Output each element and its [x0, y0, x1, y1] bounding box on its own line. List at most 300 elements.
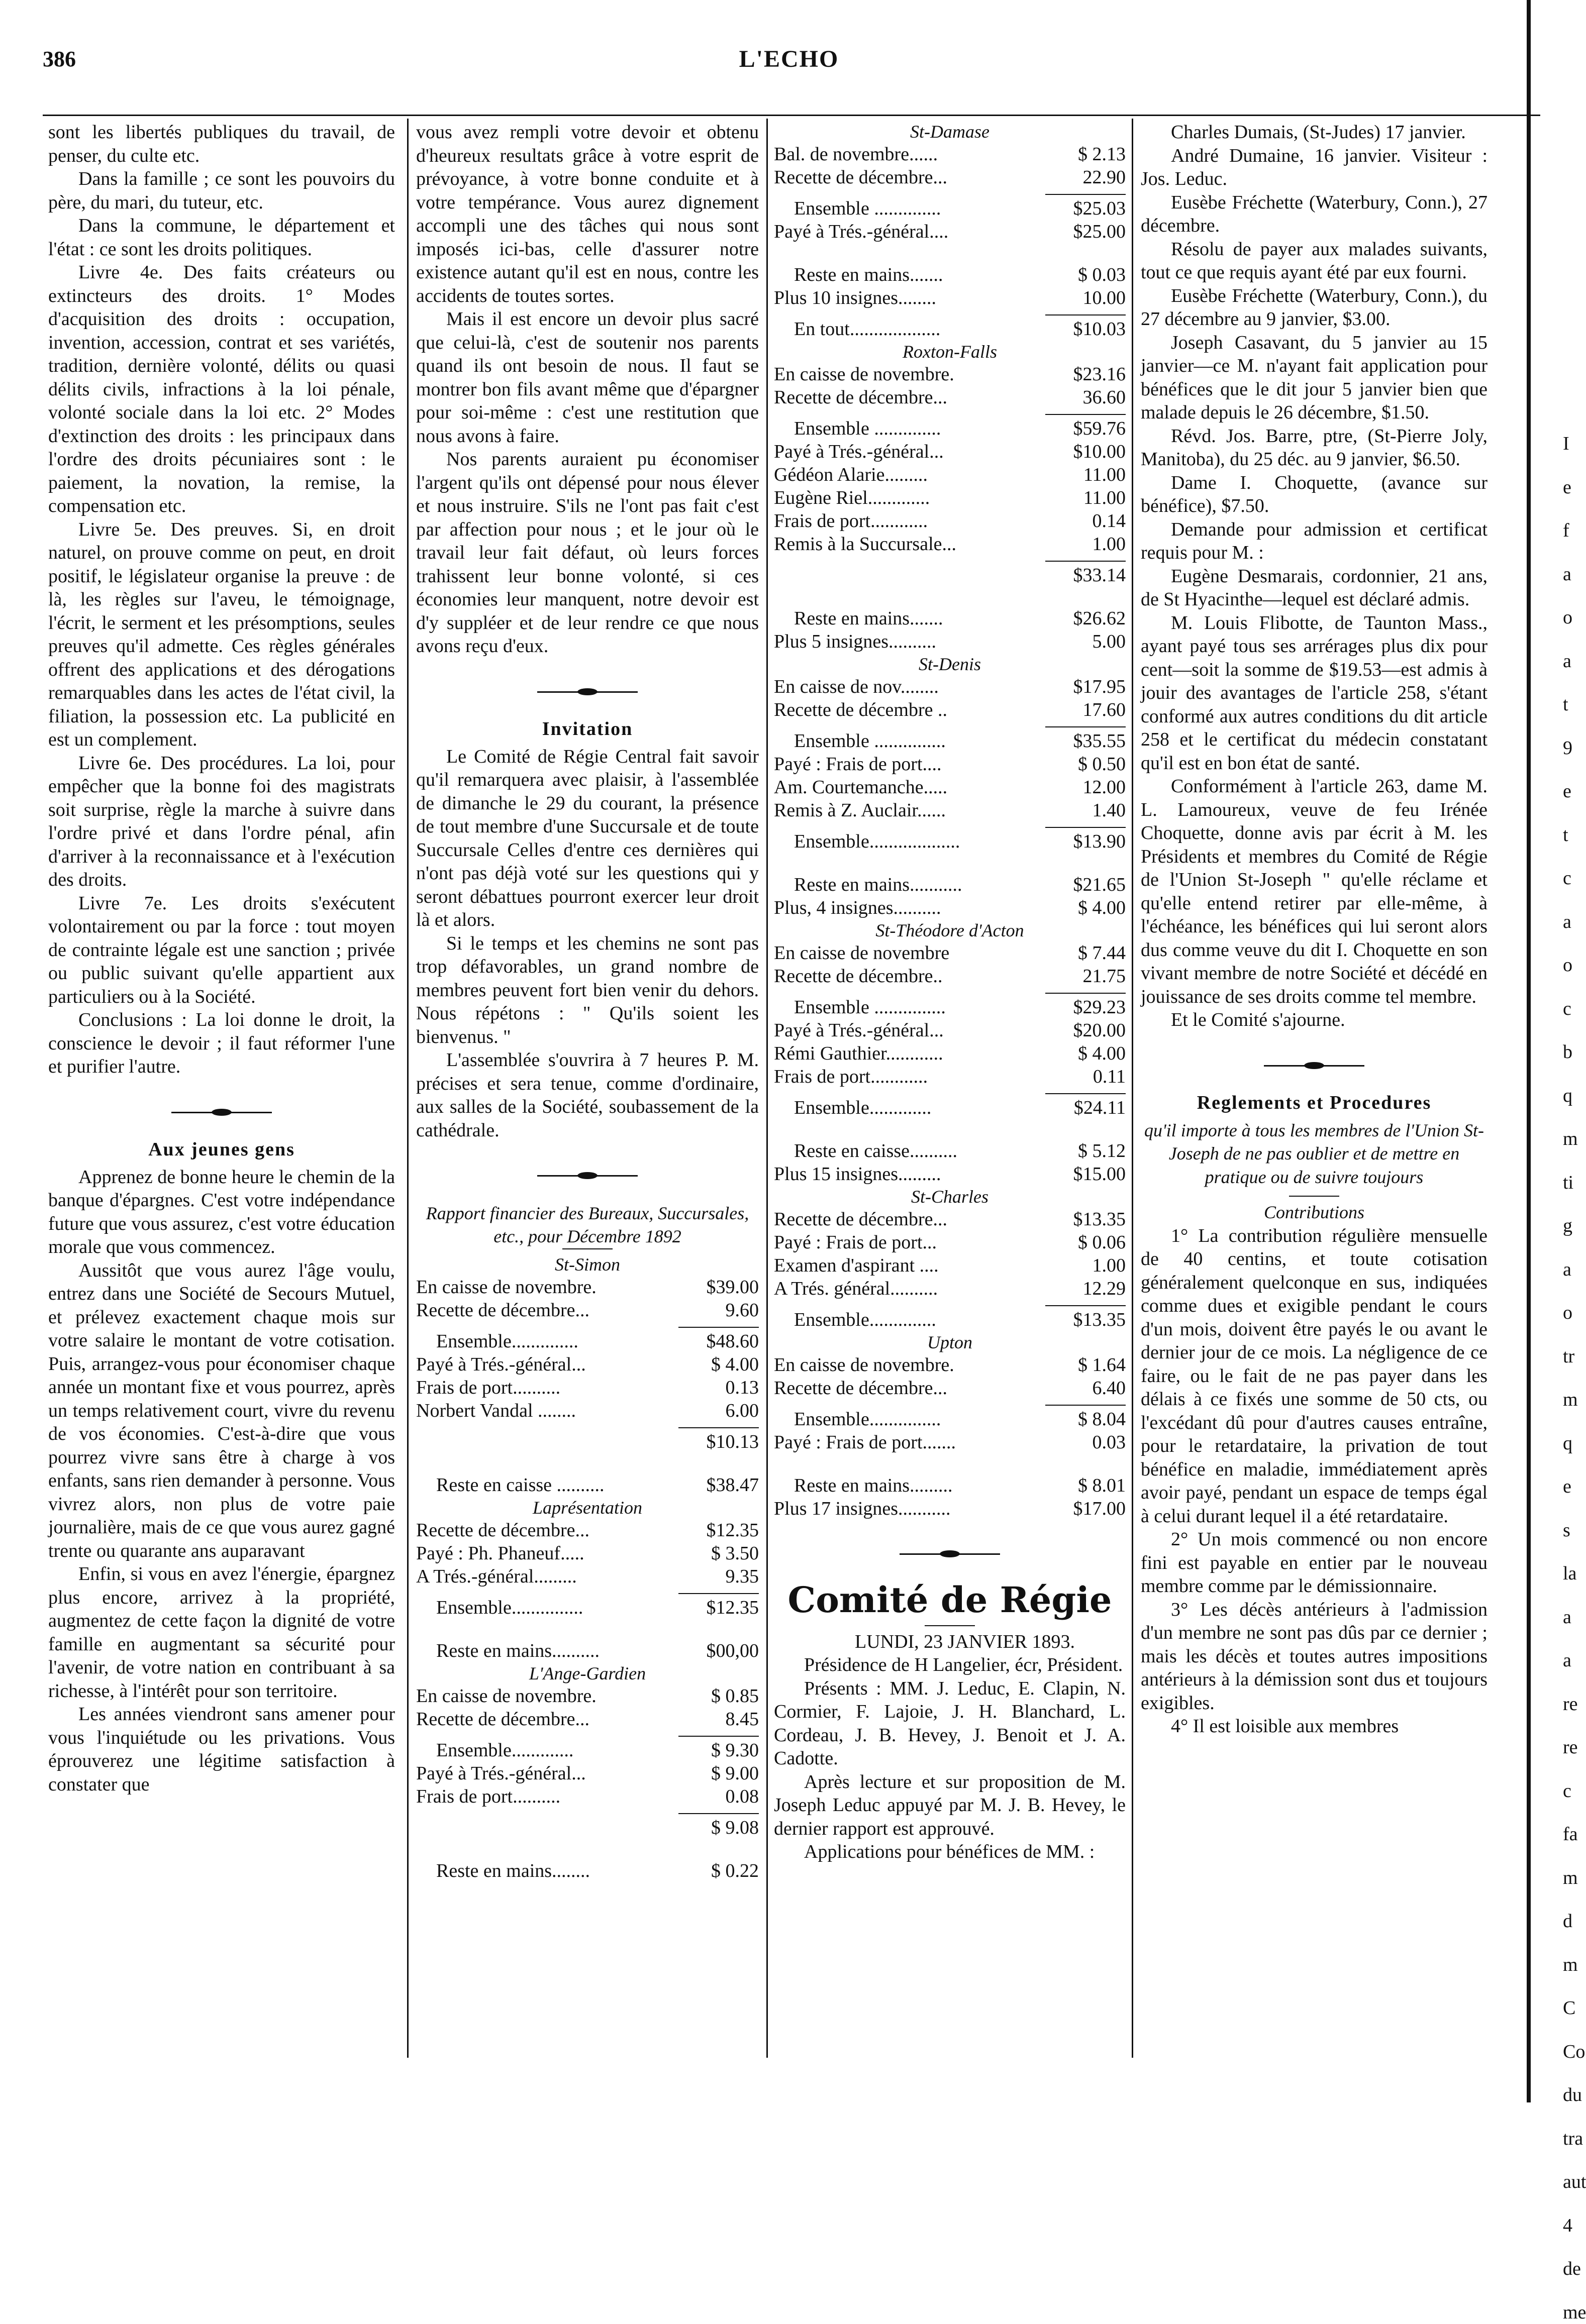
ledger-label: Recette de décembre...	[416, 1299, 673, 1322]
ledger-amount: $ 5.12	[1040, 1139, 1126, 1163]
cropped-text-fragment: t	[1533, 693, 1544, 716]
ledger-row	[774, 1408, 1126, 1431]
ledger-row	[416, 1299, 759, 1322]
ledger-label: Ensemble...............	[774, 1408, 1040, 1431]
cropped-text-fragment: b	[1533, 1040, 1544, 1064]
cropped-text-fragment: tra	[1533, 2127, 1544, 2151]
ledger-label: Reste en mains........	[416, 1859, 673, 1882]
ledger-row	[774, 1019, 1126, 1042]
cropped-text-fragment: a	[1533, 910, 1544, 934]
ledger-amount: $10.13	[673, 1430, 759, 1453]
paragraph: Conclusions : La loi donne le droit, la conscience le devoir ; il faut réformer l'une et purifier l'autre.	[48, 1008, 395, 1079]
ledger-amount: $26.62	[1040, 607, 1126, 630]
ledger-label: Reste en caisse..........	[774, 1139, 1040, 1163]
ledger-row	[774, 753, 1126, 776]
paragraph: Enfin, si vous en avez l'énergie, épargnez plus encore, arrivez à la propriété, augmentez de cette façon la dignité de votre famille en augmentant sa sécurité pour l'avenir, de votre nation en contribuant à sa richesse, à l'intérêt pour son territoire.	[48, 1562, 395, 1703]
ledger-label: Recette de décembre...	[774, 1208, 1040, 1231]
column-2	[416, 121, 759, 2080]
ledger-row	[774, 1065, 1126, 1088]
ledger-row	[774, 1208, 1126, 1231]
ledger-amount: $15.00	[1040, 1163, 1126, 1186]
ledger-amount: 5.00	[1040, 630, 1126, 653]
ledger-row	[774, 799, 1126, 822]
ledger-ange-gardien	[416, 1662, 759, 1882]
ledger-row	[416, 1353, 759, 1376]
column-1	[48, 121, 395, 2080]
ledger-amount: 0.08	[673, 1785, 759, 1808]
total-rule	[678, 1427, 759, 1428]
ledger-label: Reste en mains...........	[774, 873, 1040, 896]
paragraph: Eusèbe Fréchette (Waterbury, Conn.), 27 décembre.	[1141, 191, 1488, 238]
ledger-row	[774, 509, 1126, 533]
paragraph: 4° Il est loisible aux membres	[1141, 1715, 1488, 1738]
column-3	[774, 121, 1126, 2080]
ledger-label: Plus, 4 insignes..........	[774, 896, 1040, 919]
total-rule	[1045, 1405, 1126, 1406]
ledger-label: Plus 15 insignes.........	[774, 1163, 1040, 1186]
ledger-amount: $24.11	[1040, 1096, 1126, 1119]
cropped-text-fragment: la	[1533, 1562, 1544, 1586]
ledger-title: Upton	[774, 1331, 1126, 1353]
ledger-amount: $12.35	[673, 1519, 759, 1542]
cropped-text-fragment: I	[1533, 432, 1544, 456]
rule	[925, 1625, 975, 1626]
paragraph: Si le temps et les chemins ne sont pas trop défavorables, un grand nombre de membres peuvent fort bien venir du dehors. Nous répétons : " Qu'ils soient les bienvenus. "	[416, 932, 759, 1049]
ledger-row	[774, 143, 1126, 166]
ledger-title: St-Damase	[774, 121, 1126, 143]
cropped-text-fragment: de	[1533, 2257, 1544, 2281]
ledger-amount: $35.55	[1040, 729, 1126, 753]
ledger-amount: $ 9.00	[673, 1762, 759, 1785]
ledger-row	[774, 386, 1126, 409]
ledger-label: Examen d'aspirant ....	[774, 1254, 1040, 1277]
cropped-text-fragment: c	[1533, 867, 1544, 890]
paragraph: 2° Un mois commencé ou non encore fini est payable en entier par le nouveau membre comme par le démissionnaire.	[1141, 1528, 1488, 1598]
ledger-row	[774, 564, 1126, 587]
paragraph: Et le Comité s'ajourne.	[1141, 1008, 1488, 1032]
ledger-row	[774, 463, 1126, 486]
cropped-text-fragment: tr	[1533, 1345, 1544, 1368]
paragraph: Après lecture et sur proposition de M. Joseph Leduc appuyé par M. J. B. Hevey, le dernier rapport est approuvé.	[774, 1770, 1126, 1841]
ledger-label: Ensemble ...............	[774, 729, 1040, 753]
cropped-text-fragment: m	[1533, 1127, 1544, 1151]
paragraph: Joseph Casavant, du 5 janvier au 15 janvier—ce M. n'ayant fait application pour bénéfices que le dit jour 5 janvier bien que malade depuis le 26 décembre, $1.50.	[1141, 331, 1488, 425]
ledger-title: Laprésentation	[416, 1497, 759, 1519]
rule	[1289, 1196, 1339, 1197]
paragraph: Demande pour admission et certificat requis pour M. :	[1141, 518, 1488, 565]
ledger-label: Payé : Ph. Phaneuf.....	[416, 1542, 673, 1565]
ledger-amount: $17.00	[1040, 1497, 1126, 1520]
cropped-text-fragment: s	[1533, 1519, 1544, 1542]
paragraph: Eusèbe Fréchette (Waterbury, Conn.), du 27 décembre au 9 janvier, $3.00.	[1141, 284, 1488, 331]
ledger-amount: $ 7.44	[1040, 941, 1126, 965]
paragraph: Présidence de H Langelier, écr, Président.	[774, 1653, 1126, 1677]
ledger-label: Gédéon Alarie.........	[774, 463, 1040, 486]
ledger-label: Payé à Trés.-général...	[416, 1762, 673, 1785]
ledger-title: St-Théodore d'Acton	[774, 919, 1126, 941]
ledger-label: A Trés.-général.........	[416, 1565, 673, 1588]
ledger-row	[774, 1431, 1126, 1454]
ledger-amount: 17.60	[1040, 698, 1126, 721]
cropped-text-fragment: e	[1533, 476, 1544, 499]
ledger-amount: 8.45	[673, 1708, 759, 1731]
ledger-row	[416, 1859, 759, 1882]
ledger-amount: 11.00	[1040, 486, 1126, 509]
cropped-text-fragment: q	[1533, 1084, 1544, 1108]
ledger-label: Payé à Trés.-général...	[416, 1353, 673, 1376]
ledger-amount: 1.00	[1040, 1254, 1126, 1277]
ledger-row	[774, 1139, 1126, 1163]
ledger-st-denis	[774, 653, 1126, 919]
ledger-label: Am. Courtemanche.....	[774, 776, 1040, 799]
ledger-row	[416, 1596, 759, 1619]
ledger-amount: 1.40	[1040, 799, 1126, 822]
ledger-label: Plus 5 insignes..........	[774, 630, 1040, 653]
ledger-row	[774, 286, 1126, 309]
ledger-row	[774, 675, 1126, 698]
ledger-row	[774, 1308, 1126, 1331]
cropped-text-fragment: a	[1533, 563, 1544, 586]
ledger-amount: $33.14	[1040, 564, 1126, 587]
cropped-text-fragment: re	[1533, 1736, 1544, 1759]
total-rule	[1045, 726, 1126, 727]
paragraph: Livre 6e. Des procédures. La loi, pour empêcher que la bonne foi des magistrats soit surprise, règle la marche à suivre dans l'ordre privé et dans l'ordre pénal, afin d'arriver à la reconnaissance et à l'exécution des droits.	[48, 752, 395, 892]
column-5-cropped	[1533, 121, 1544, 2080]
cropped-text-fragment: o	[1533, 954, 1544, 977]
total-rule	[678, 1813, 759, 1814]
ledger-label: Recette de décembre..	[774, 965, 1040, 988]
ledger-label: Payé : Frais de port...	[774, 1231, 1040, 1254]
ornament-divider	[774, 1539, 1126, 1563]
ledger-amount: 0.13	[673, 1376, 759, 1399]
ledger-label: Recette de décembre...	[416, 1708, 673, 1731]
paragraph: 1° La contribution régulière mensuelle de 40 centins, et toute cotisation généralement quelconque en sus, indiquées comme dues et exigible pendant le cours d'un mois, doivent être payés le ou avant le dernier jour de ce mois. La négligence de ce faire, ou le fait de ne pas payer dans les délais à ce fixés une somme de 50 cts, ou l'excédant dû pour d'autres causes entraîne, pour le retardataire, la privation de tout bénéfice en maladie, immédiatement après avoir payé, pendant un espace de temps égal à celui durant lequel il a été retardataire.	[1141, 1224, 1488, 1528]
ornament-divider	[416, 677, 759, 701]
cropped-text-fragment: du	[1533, 2083, 1544, 2107]
ledger-label: Frais de port............	[774, 1065, 1040, 1088]
page-number: 386	[43, 46, 76, 72]
ledger-label: En caisse de novembre.	[416, 1276, 673, 1299]
ledger-amount: $13.90	[1040, 830, 1126, 853]
ledger-amount: $38.47	[673, 1473, 759, 1497]
ledger-amount: 1.00	[1040, 533, 1126, 556]
ledger-row	[774, 1096, 1126, 1119]
ledger-row	[774, 220, 1126, 243]
paragraph: 3° Les décès antérieurs à l'admission d'un membre ne sont pas dûs par ce dernier ; mais les décès et toutes autres impositions antérieurs à la démission sont dus et toujours exigibles.	[1141, 1598, 1488, 1715]
ledger-st-simon	[416, 1253, 759, 1497]
ledger-st-theodore	[774, 919, 1126, 1186]
ledger-title: L'Ange-Gardien	[416, 1662, 759, 1684]
ledger-row	[416, 1684, 759, 1708]
ledger-row	[416, 1542, 759, 1565]
ledger-label: En caisse de novembre.	[416, 1684, 673, 1708]
ledger-title: St-Simon	[416, 1253, 759, 1276]
total-rule	[1045, 194, 1126, 195]
ledger-label: A Trés. général..........	[774, 1277, 1040, 1300]
ledger-amount: $ 0.50	[1040, 753, 1126, 776]
ledger-amount: $10.00	[1040, 440, 1126, 463]
ledger-st-damase	[774, 121, 1126, 341]
paragraph: Livre 4e. Des faits créateurs ou extincteurs des droits. 1° Modes d'acquisition des droits : occupation, invention, accession, contrat et ses variétés, tradition, dernière volonté, délits ou quasi délits civils, infractions à la loi pénale, volonté sociale dans la loi etc. 2° Modes d'extinction des droits : les principaux dans l'ordre des droits pécuniaires sont : le paiement, la novation, la remise, la compensation etc.	[48, 261, 395, 518]
cropped-text-fragment: m	[1533, 1953, 1544, 1977]
ledger-amount: $59.76	[1040, 417, 1126, 440]
ledger-amount: $ 0.85	[673, 1684, 759, 1708]
ledger-row	[416, 1399, 759, 1422]
ledger-label: Ensemble ...............	[774, 996, 1040, 1019]
ledger-row	[774, 941, 1126, 965]
total-rule	[1045, 1093, 1126, 1094]
ledger-label: Ensemble.............	[774, 1096, 1040, 1119]
ledger-amount: 6.00	[673, 1399, 759, 1422]
ledger-label: Plus 10 insignes........	[774, 286, 1040, 309]
ledger-amount: $17.95	[1040, 675, 1126, 698]
ledger-amount: 0.11	[1040, 1065, 1126, 1088]
cropped-text-fragment: aut	[1533, 2170, 1544, 2194]
meeting-date: LUNDI, 23 JANVIER 1893.	[774, 1630, 1126, 1654]
total-rule	[1045, 414, 1126, 415]
paragraph: vous avez rempli votre devoir et obtenu d'heureux resultats grâce à votre esprit de prévoyance, à votre bonne conduite et à votre tempérance. Vous aurez dignement accompli une des tâches qui nous sont imposés ici-bas, celle d'assurer notre existence autant qu'il est en nous, contre les accidents de toutes sortes.	[416, 121, 759, 307]
cropped-text-fragment: m	[1533, 1388, 1544, 1412]
ledger-label: Remis à Z. Auclair......	[774, 799, 1040, 822]
ledger-row	[774, 1277, 1126, 1300]
ledger-label: Ensemble ..............	[774, 197, 1040, 220]
ledger-row	[774, 1474, 1126, 1497]
total-rule	[1045, 561, 1126, 562]
paragraph: Eugène Desmarais, cordonnier, 21 ans, de St Hyacinthe—lequel est déclaré admis.	[1141, 565, 1488, 611]
ledger-amount: 11.00	[1040, 463, 1126, 486]
paragraph: Résolu de payer aux malades suivants, tout ce que requis ayant été par eux fourni.	[1141, 238, 1488, 284]
ledger-row	[774, 1163, 1126, 1186]
cropped-text-fragment: c	[1533, 1779, 1544, 1803]
ledger-amount: 6.40	[1040, 1377, 1126, 1400]
ledger-amount: 22.90	[1040, 166, 1126, 189]
ledger-amount: $ 1.64	[1040, 1353, 1126, 1377]
ledger-roxton-falls	[774, 341, 1126, 653]
ledger-amount: $13.35	[1040, 1208, 1126, 1231]
ledger-row	[774, 630, 1126, 653]
paragraph: Dame I. Choquette, (avance sur bénéfice), $7.50.	[1141, 471, 1488, 518]
ledger-amount: 12.29	[1040, 1277, 1126, 1300]
ledger-amount: 0.03	[1040, 1431, 1126, 1454]
ledger-amount: $ 4.00	[673, 1353, 759, 1376]
ledger-amount: 0.14	[1040, 509, 1126, 533]
ledger-title: St-Denis	[774, 653, 1126, 675]
ledger-amount: $10.03	[1040, 318, 1126, 341]
ledger-amount: $ 9.08	[673, 1816, 759, 1839]
ledger-label: Recette de décembre...	[416, 1519, 673, 1542]
total-rule	[1045, 1305, 1126, 1306]
cropped-text-fragment: a	[1533, 1649, 1544, 1672]
ledger-label: Ensemble.............	[416, 1739, 673, 1762]
ledger-amount: $ 0.06	[1040, 1231, 1126, 1254]
ledger-amount: 36.60	[1040, 386, 1126, 409]
ledger-row	[774, 1254, 1126, 1277]
journal-title: L'ECHO	[714, 45, 864, 73]
paragraph: Conformément à l'article 263, dame M. L. Lamoureux, veuve de feu Irénée Choquette, donne avis par écrit à M. les Présidents et membres du Comité de Régie de l'Union St-Joseph " qu'elle réclame et qu'elle entend retirer par elle-même, à l'échéance, les bénéfices qui lui seront alors dus comme veuve du dit I. Choquette en son vivant membre de notre Société et décédé en jouissance de ses droits comme tel membre.	[1141, 775, 1488, 1008]
cropped-text-fragment: q	[1533, 1432, 1544, 1455]
cropped-text-fragment: e	[1533, 780, 1544, 803]
ledger-amount: $23.16	[1040, 363, 1126, 386]
ledger-label: Frais de port..........	[416, 1376, 673, 1399]
section-title: Comité de Régie	[774, 1580, 1126, 1620]
ledger-amount: 10.00	[1040, 286, 1126, 309]
header-rule	[43, 115, 1540, 116]
ledger-label: Reste en mains.........	[774, 1474, 1040, 1497]
ledger-row	[774, 776, 1126, 799]
ledger-label	[774, 564, 1040, 587]
ledger-amount: $39.00	[673, 1276, 759, 1299]
column-rule-2	[766, 119, 768, 2058]
ledger-row	[774, 533, 1126, 556]
paragraph: Le Comité de Régie Central fait savoir qu'il remarquera avec plaisir, à l'assemblée de dimanche le 29 du courant, la présence de tout membre d'une Succursale et de toute Succursale Celles d'entre ces dernières qui n'ont pas déjà voté sur les questions qui y seront débattues pourront exercer leur droit là et alors.	[416, 745, 759, 932]
ledger-row	[774, 607, 1126, 630]
ledger-amount: $21.65	[1040, 873, 1126, 896]
ledger-row	[416, 1565, 759, 1588]
ledger-label: Ensemble ..............	[774, 417, 1040, 440]
ledger-row	[416, 1816, 759, 1839]
ledger-row	[416, 1639, 759, 1662]
ledger-label: Ensemble..............	[774, 1308, 1040, 1331]
paragraph: Les années viendront sans amener pour vous l'inquiétude ou les privations. Vous éprouverez une légitime satisfaction à constater que	[48, 1703, 395, 1796]
ornament-divider	[416, 1161, 759, 1185]
ledger-row	[774, 166, 1126, 189]
section-title: Reglements et Procedures	[1141, 1091, 1488, 1115]
ledger-amount: $ 0.22	[673, 1859, 759, 1882]
ornament-divider	[48, 1098, 395, 1121]
ledger-label	[416, 1430, 673, 1453]
ledger-amount: $ 8.01	[1040, 1474, 1126, 1497]
total-rule	[1045, 314, 1126, 315]
paragraph: M. Louis Flibotte, de Taunton Mass., ayant payé tous ses arrérages plus dix pour cent—soit la somme de $19.53—est admis à jouir des avantages de l'article 258, s'étant conformé aux autres conditions du dit article 258 et le certificat du médecin constatant qu'il est en bon état de santé.	[1141, 611, 1488, 775]
ledger-label: Frais de port..........	[416, 1785, 673, 1808]
ledger-amount: $25.03	[1040, 197, 1126, 220]
ledger-label: Reste en mains..........	[416, 1639, 673, 1662]
ledger-label: Ensemble..............	[416, 1330, 673, 1353]
cropped-text-fragment: a	[1533, 650, 1544, 673]
ornament-divider	[1141, 1051, 1488, 1075]
section-title: Invitation	[416, 717, 759, 741]
ledger-label: Ensemble...................	[774, 830, 1040, 853]
ledger-amount: $ 9.30	[673, 1739, 759, 1762]
ledger-amount: $00,00	[673, 1639, 759, 1662]
ledger-row	[416, 1739, 759, 1762]
ledger-row	[416, 1376, 759, 1399]
subsection-title: Contributions	[1141, 1201, 1488, 1224]
ledger-row	[774, 440, 1126, 463]
ledger-row	[774, 698, 1126, 721]
ledger-amount: $29.23	[1040, 996, 1126, 1019]
ledger-label: Rémi Gauthier............	[774, 1042, 1040, 1065]
cropped-text-fragment: Co	[1533, 2040, 1544, 2064]
ledger-row	[774, 1231, 1126, 1254]
ledger-row	[774, 263, 1126, 286]
ledger-row	[774, 1353, 1126, 1377]
ledger-amount: $ 3.50	[673, 1542, 759, 1565]
ledger-row	[416, 1330, 759, 1353]
ledger-label: Payé : Frais de port.......	[774, 1431, 1040, 1454]
ledger-label	[416, 1816, 673, 1839]
ledger-amount: $ 0.03	[1040, 263, 1126, 286]
ledger-amount: $ 8.04	[1040, 1408, 1126, 1431]
paragraph: Livre 7e. Les droits s'exécutent volontairement ou par la force : tout moyen de contrainte légale est une sanction ; privée ou public suivant qu'elle appartient aux particuliers ou à la Société.	[48, 892, 395, 1009]
ledger-label: Reste en mains.......	[774, 263, 1040, 286]
ledger-row	[416, 1430, 759, 1453]
ledger-amount: $12.35	[673, 1596, 759, 1619]
ledger-row	[774, 996, 1126, 1019]
ledger-label: Payé à Trés.-général...	[774, 440, 1040, 463]
cropped-text-fragment: t	[1533, 823, 1544, 847]
ledger-label: En caisse de nov........	[774, 675, 1040, 698]
ledger-label: En caisse de novembre	[774, 941, 1040, 965]
ledger-row	[774, 197, 1126, 220]
paragraph: Aussitôt que vous aurez l'âge voulu, entrez dans une Société de Secours Mutuel, et prélevez exactement chaque mois sur votre salaire le montant de votre cotisation. Puis, arrangez-vous pour économiser chaque année un montant fixe et vous pourrez, après un temps relativement court, vivre du revenu de vos économies. C'est-à-dire que vous pourrez vivre sans être à charge à vos enfants, sans rien demander à personne. Vous vivrez alors, non plus de votre paie journalière, mais de ce que vous aurez gagné trente ou quarante ans auparavant	[48, 1259, 395, 1563]
ledger-amount: 12.00	[1040, 776, 1126, 799]
total-rule	[678, 1593, 759, 1594]
paragraph: Révd. Jos. Barre, ptre, (St-Pierre Joly, Manitoba), du 25 déc. au 9 janvier, $6.50.	[1141, 425, 1488, 471]
ledger-st-charles	[774, 1186, 1126, 1331]
ledger-amount: $13.35	[1040, 1308, 1126, 1331]
ledger-row	[774, 873, 1126, 896]
cropped-text-fragment: ti	[1533, 1171, 1544, 1195]
ledger-lapresentation	[416, 1497, 759, 1662]
column-rule-3	[1132, 119, 1133, 2058]
paragraph: André Dumaine, 16 janvier. Visiteur : Jos. Leduc.	[1141, 144, 1488, 191]
cropped-text-fragment: e	[1533, 1475, 1544, 1499]
ledger-label: Payé à Trés.-général...	[774, 1019, 1040, 1042]
ledger-label: En caisse de novembre.	[774, 363, 1040, 386]
column-4	[1141, 121, 1488, 2080]
ledger-row	[416, 1762, 759, 1785]
ledger-row	[774, 965, 1126, 988]
cropped-text-fragment: f	[1533, 519, 1544, 543]
ledger-label: Recette de décembre...	[774, 1377, 1040, 1400]
ledger-label: Payé : Frais de port....	[774, 753, 1040, 776]
ledger-label: Bal. de novembre......	[774, 143, 1040, 166]
ledger-amount: 9.60	[673, 1299, 759, 1322]
ledger-amount: 9.35	[673, 1565, 759, 1588]
cropped-text-fragment: 9	[1533, 736, 1544, 760]
ledger-row	[774, 729, 1126, 753]
ledger-row	[774, 1042, 1126, 1065]
cropped-text-fragment: c	[1533, 997, 1544, 1021]
ledger-row	[774, 896, 1126, 919]
ledger-label: Ensemble...............	[416, 1596, 673, 1619]
paragraph: Apprenez de bonne heure le chemin de la banque d'épargnes. C'est votre indépendance future que vous assurez, c'est votre éducation morale que vous commencez.	[48, 1166, 395, 1259]
paragraph: Mais il est encore un devoir plus sacré que celui-là, c'est de soutenir nos parents quand ils ont besoin de nous. Il faut se montrer bon fils avant même que d'épargner pour soi-même : c'est une restitution que nous avons à faire.	[416, 307, 759, 448]
rule	[562, 1248, 613, 1249]
ledger-label: Reste en mains.......	[774, 607, 1040, 630]
cropped-text-fragment: m	[1533, 1866, 1544, 1890]
ledger-label: Payé à Trés.-général....	[774, 220, 1040, 243]
ledger-label: Recette de décembre...	[774, 166, 1040, 189]
cropped-text-fragment: o	[1533, 606, 1544, 629]
ledger-amount: $25.00	[1040, 220, 1126, 243]
ledger-amount: $ 2.13	[1040, 143, 1126, 166]
cropped-text-fragment: C	[1533, 1996, 1544, 2020]
total-rule	[1045, 827, 1126, 828]
ledger-label: Recette de décembre ..	[774, 698, 1040, 721]
cropped-text-fragment: a	[1533, 1606, 1544, 1629]
ledger-amount: $20.00	[1040, 1019, 1126, 1042]
ledger-row	[774, 417, 1126, 440]
ledger-label: Norbert Vandal ........	[416, 1399, 673, 1422]
ledger-title: St-Charles	[774, 1186, 1126, 1208]
ledger-row	[774, 1497, 1126, 1520]
ledger-label: En caisse de novembre.	[774, 1353, 1040, 1377]
ledger-upton	[774, 1331, 1126, 1520]
total-rule	[678, 1736, 759, 1737]
page-edge-bar	[1527, 0, 1531, 2102]
